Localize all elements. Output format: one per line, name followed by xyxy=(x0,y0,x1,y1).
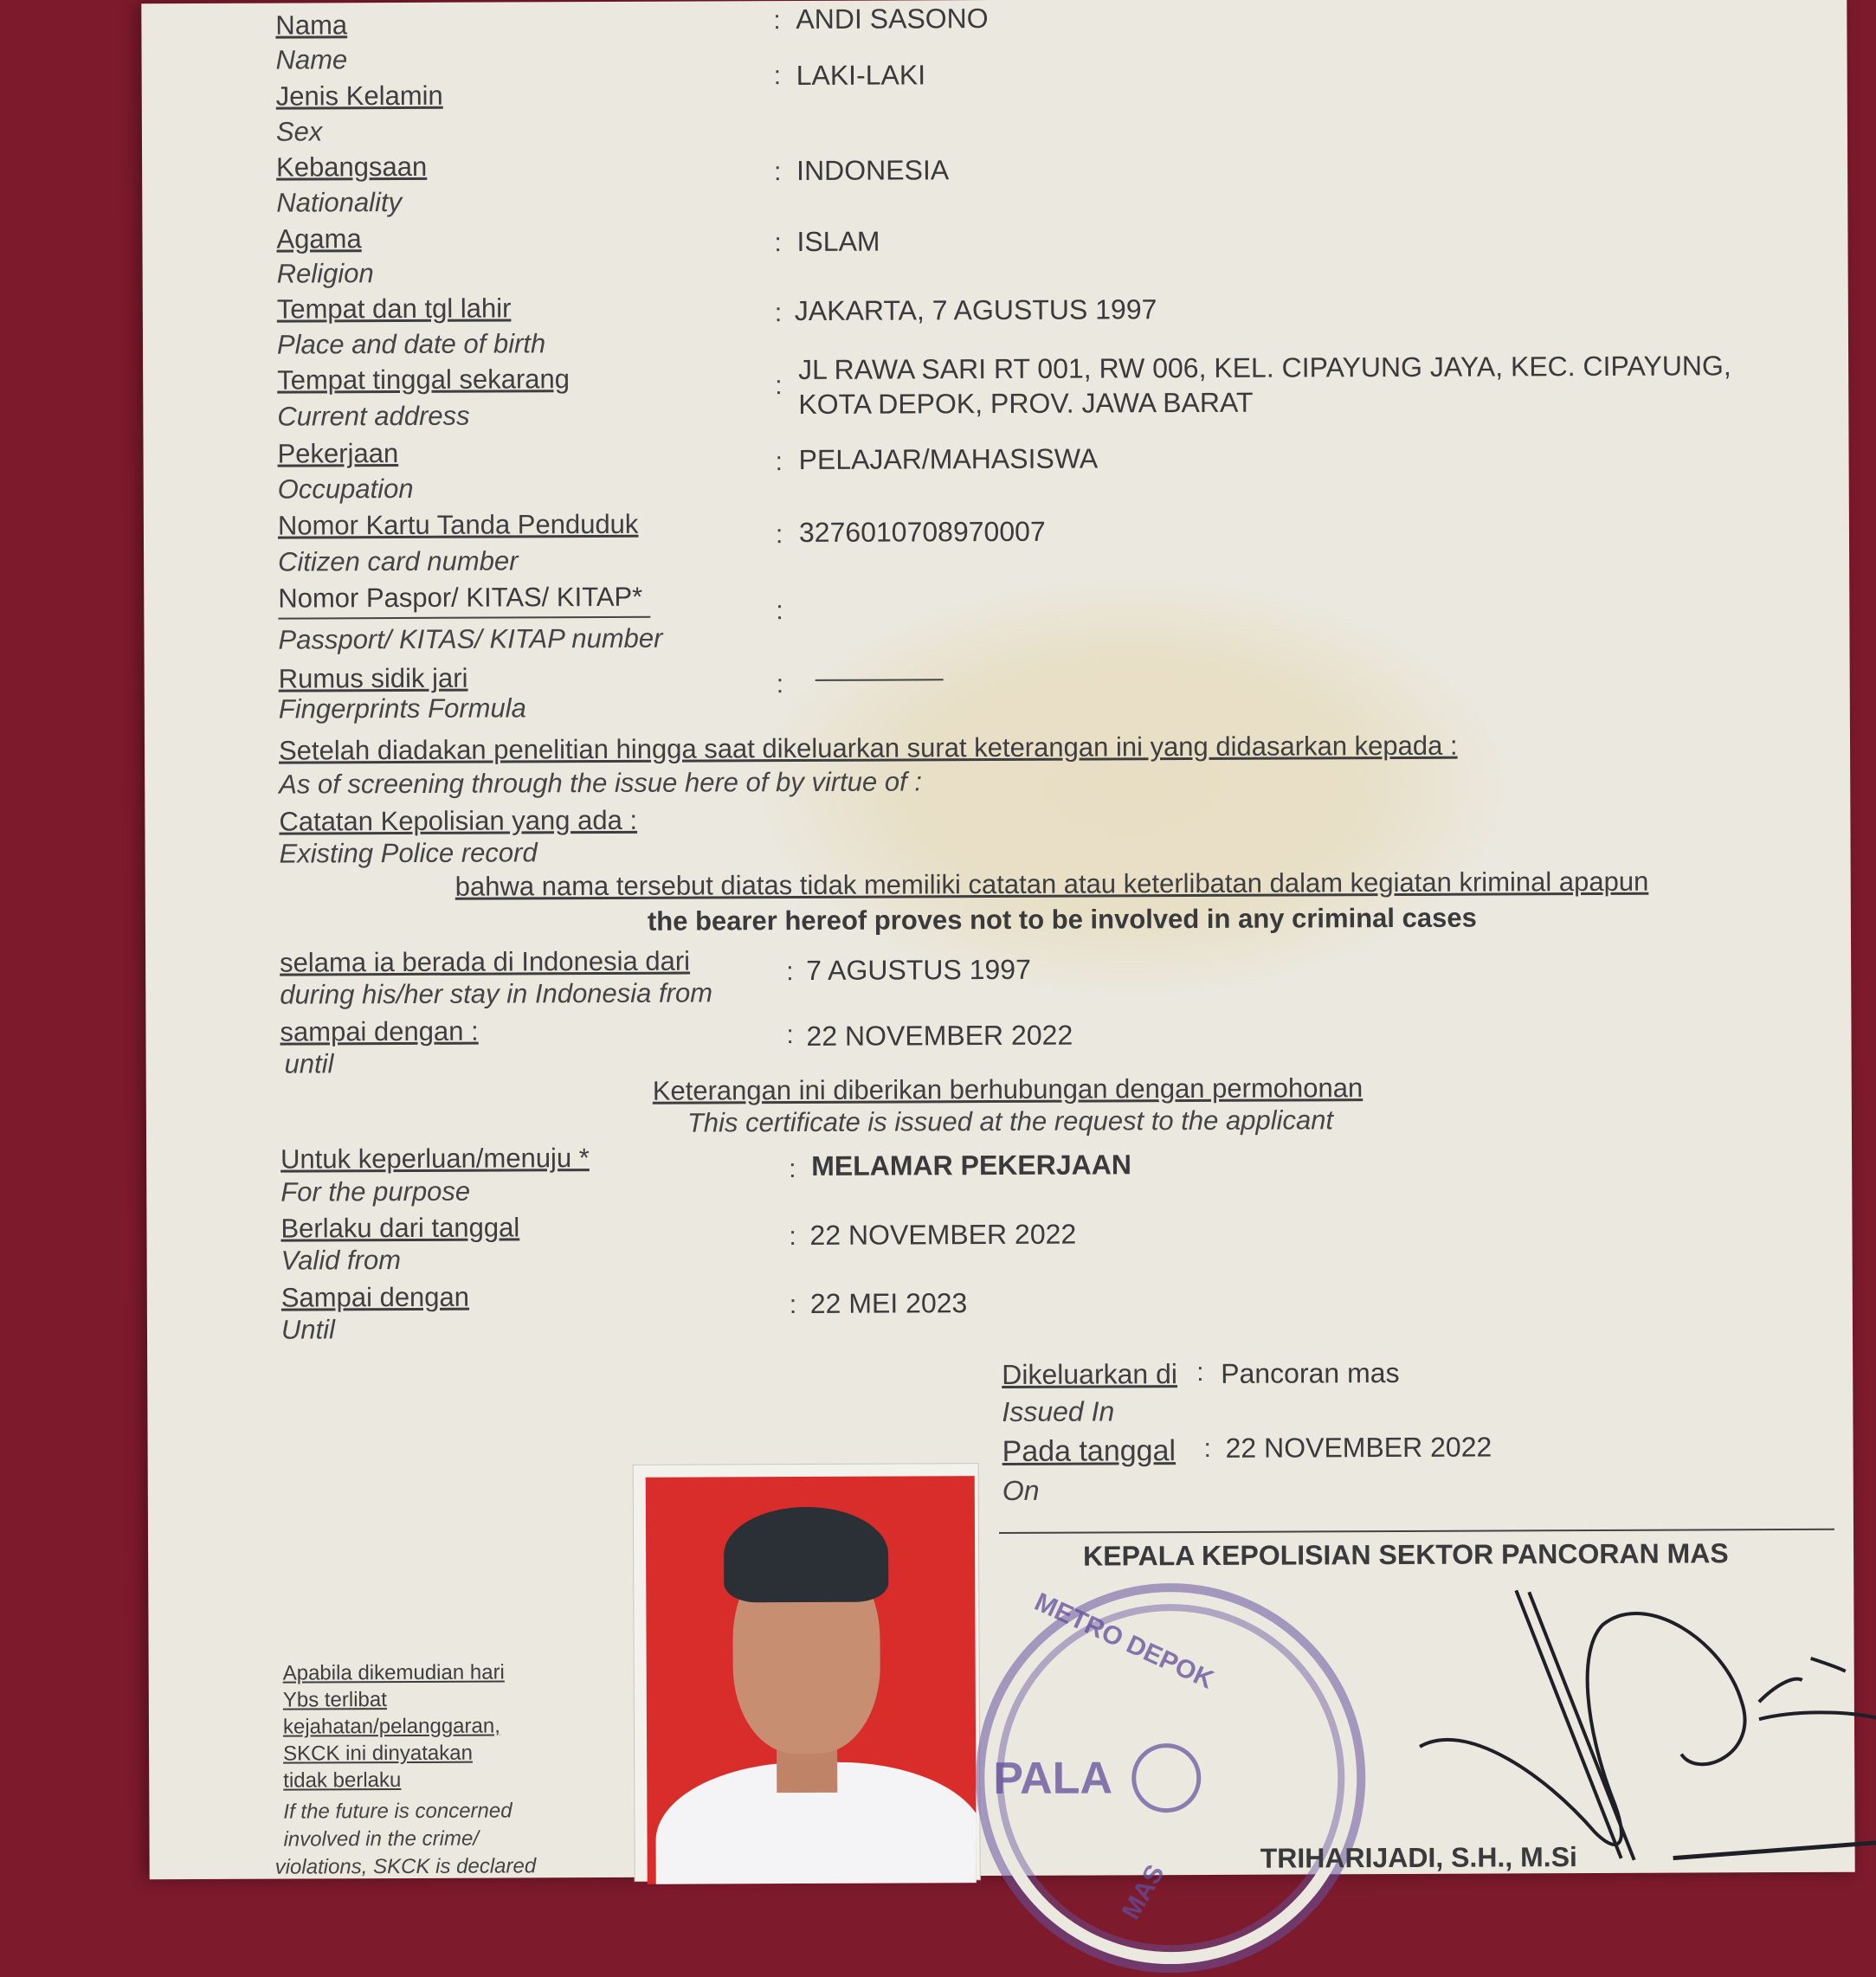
valid-from-value: 22 NOVEMBER 2022 xyxy=(809,1218,1077,1251)
colon: : xyxy=(775,371,783,401)
label-nationality-en: Nationality xyxy=(276,186,403,218)
label-address: Tempat tinggal sekarang xyxy=(277,364,571,396)
stay-from-label-en: during his/her stay in Indonesia from xyxy=(280,977,713,1010)
value-sex: LAKI-LAKI xyxy=(796,59,926,92)
label-religion: Agama xyxy=(276,223,362,254)
note-line-4: SKCK ini dinyatakan xyxy=(283,1741,473,1766)
official-stamp xyxy=(975,1582,1366,1974)
stay-until-value: 22 NOVEMBER 2022 xyxy=(806,1019,1073,1052)
photo-hair xyxy=(724,1507,888,1603)
photo-background xyxy=(646,1476,977,1884)
label-address-en: Current address xyxy=(277,400,470,432)
skck-certificate xyxy=(141,0,1854,1925)
colon: : xyxy=(774,299,783,328)
value-birth: JAKARTA, 7 AGUSTUS 1997 xyxy=(794,293,1157,327)
issued-on-value: 22 NOVEMBER 2022 xyxy=(1225,1431,1492,1464)
authority-title: KEPALA KEPOLISIAN SEKTOR PANCORAN MAS xyxy=(1083,1537,1729,1572)
value-nationality: INDONESIA xyxy=(796,154,950,187)
label-nik: Nomor Kartu Tanda Penduduk xyxy=(277,508,639,541)
stamp-middle-text: PALA xyxy=(993,1753,1113,1805)
divider xyxy=(278,616,650,620)
label-nationality: Kebangsaan xyxy=(276,151,428,183)
note-line-1: Apabila dikemudian hari xyxy=(282,1660,505,1685)
signatory-name: TRIHARIJADI, S.H., M.Si xyxy=(1260,1841,1577,1874)
purpose-value: MELAMAR PEKERJAAN xyxy=(811,1149,1132,1182)
colon: : xyxy=(789,1222,796,1252)
colon: : xyxy=(786,957,794,987)
screening-text-en: As of screening through the issue here of by virtue of : xyxy=(279,766,922,800)
police-record-label-en: Existing Police record xyxy=(279,837,538,869)
colon: : xyxy=(776,670,784,699)
issued-in-label-en: Issued In xyxy=(1002,1395,1115,1427)
label-religion-en: Religion xyxy=(276,258,374,289)
note-line-3: kejahatan/pelanggaran, xyxy=(282,1714,500,1739)
colon: : xyxy=(774,158,782,187)
valid-until-value: 22 MEI 2023 xyxy=(809,1287,968,1319)
stay-from-label: selama ia berada di Indonesia dari xyxy=(280,945,691,978)
stamp-top-text: METRO DEPOK xyxy=(1030,1587,1218,1695)
purpose-label-en: For the purpose xyxy=(280,1175,471,1207)
colon: : xyxy=(773,6,781,35)
colon: : xyxy=(786,1021,794,1050)
label-fingerprint-en: Fingerprints Formula xyxy=(278,692,526,724)
stay-until-label: sampai dengan : xyxy=(280,1015,479,1047)
stay-from-value: 7 AGUSTUS 1997 xyxy=(806,953,1031,986)
screening-text: Setelah diadakan penelitian hingga saat dikeluarkan surat keterangan ini yang didasarkan kepada : xyxy=(278,730,1458,766)
valid-from-label-en: Valid from xyxy=(280,1245,402,1276)
label-occupation-en: Occupation xyxy=(277,473,414,505)
issued-on-label: Pada tanggal xyxy=(1002,1434,1177,1468)
stamp-bottom-text: MAS xyxy=(1116,1859,1170,1925)
value-name: ANDI SASONO xyxy=(796,3,989,35)
value-religion: ISLAM xyxy=(796,225,880,258)
valid-from-label: Berlaku dari tanggal xyxy=(280,1212,520,1244)
request-text-en: This certificate is issued at the request to the applicant xyxy=(687,1104,1334,1138)
label-occupation: Pekerjaan xyxy=(277,438,399,469)
stay-until-label-en: until xyxy=(284,1048,334,1079)
colon: : xyxy=(774,229,782,258)
label-birth: Tempat dan tgl lahir xyxy=(276,293,512,325)
label-name-en: Name xyxy=(275,44,348,75)
value-occupation: PELAJAR/MAHASISWA xyxy=(798,442,1099,475)
issued-in-value: Pancoran mas xyxy=(1221,1356,1400,1389)
issued-in-label: Dikeluarkan di xyxy=(1002,1358,1178,1390)
colon: : xyxy=(789,1291,797,1320)
colon: : xyxy=(775,520,783,550)
valid-until-label: Sampai dengan xyxy=(280,1281,470,1313)
valid-until-label-en: Until xyxy=(280,1314,336,1345)
statement-text: bahwa nama tersebut diatas tidak memiliki catatan atau keterlibatan dalam kegiatan kriminal apapun xyxy=(454,866,1649,902)
value-nik: 3276010708970007 xyxy=(798,515,1046,548)
signature-divider xyxy=(999,1529,1834,1534)
label-nik-en: Citizen card number xyxy=(278,545,519,577)
colon: : xyxy=(1196,1357,1204,1388)
colon: : xyxy=(776,596,783,626)
label-sex: Jenis Kelamin xyxy=(275,80,443,112)
colon: : xyxy=(1203,1433,1211,1463)
colon: : xyxy=(775,448,783,477)
police-record-label: Catatan Kepolisian yang ada : xyxy=(279,804,638,837)
label-birth-en: Place and date of birth xyxy=(276,328,546,360)
label-passport: Nomor Paspor/ KITAS/ KITAP* xyxy=(278,581,643,614)
label-nama: Nama xyxy=(275,10,348,41)
note-line-2: Ybs terlibat xyxy=(282,1688,387,1712)
label-passport-en: Passport/ KITAS/ KITAP number xyxy=(278,622,663,655)
label-fingerprint: Rumus sidik jari xyxy=(278,662,468,694)
purpose-label: Untuk keperluan/menuju * xyxy=(280,1143,590,1175)
value-address-line2: KOTA DEPOK, PROV. JAWA BARAT xyxy=(798,386,1254,421)
colon: : xyxy=(789,1155,796,1184)
colon: : xyxy=(773,61,782,91)
police-emblem-icon xyxy=(1131,1743,1201,1813)
issued-on-label-en: On xyxy=(1002,1474,1040,1506)
note-en-line-3: violations, SKCK is declared xyxy=(274,1854,537,1879)
note-en-line-1: If the future is concerned xyxy=(283,1799,513,1824)
applicant-photo xyxy=(633,1463,981,1882)
note-en-line-2: involved in the crime/ xyxy=(283,1826,480,1851)
request-text: Keterangan ini diberikan berhubungan dengan permohonan xyxy=(652,1072,1363,1106)
statement-text-en: the bearer hereof proves not to be involved in any criminal cases xyxy=(647,902,1477,937)
signature xyxy=(1412,1580,1876,1868)
label-sex-en: Sex xyxy=(275,116,323,147)
note-line-5: tidak berlaku xyxy=(283,1768,402,1793)
value-address-line1: JL RAWA SARI RT 001, RW 006, KEL. CIPAYUNG JAYA, KEC. CIPAYUNG, xyxy=(798,350,1731,386)
